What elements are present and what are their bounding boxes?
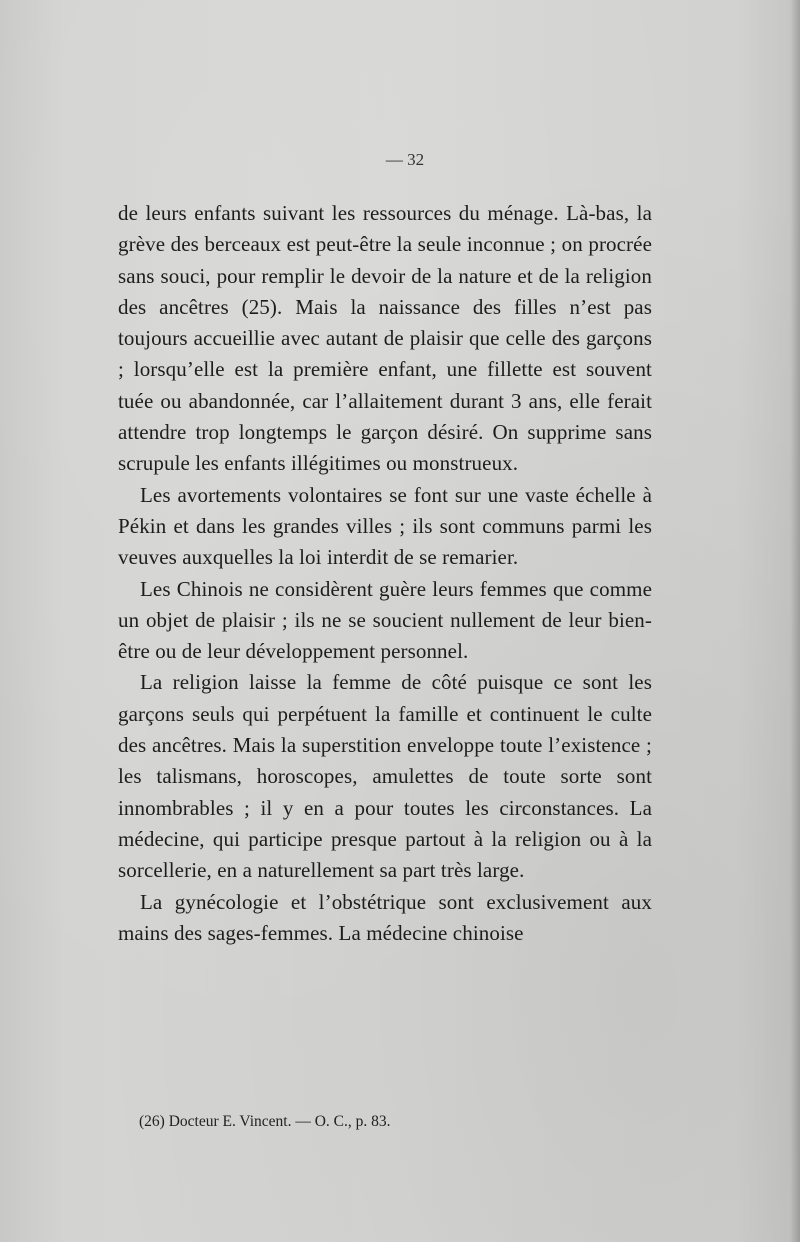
page-edge-shadow	[790, 0, 800, 1242]
paragraph-1: de leurs enfants suivant les ressources du ménage. Là-bas, la grève des berceaux est peut-être la seule inconnue ; on procrée sans souci, pour remplir le devoir de la nature et de la religion des ancêtres (25). Mais la naissance des filles n’est pas toujours accueillie avec autant de plaisir que celle des garçons ; lorsqu’elle est la première enfant, une fillette est souvent tuée ou abandonnée, car l’allaitement durant 3 ans, elle ferait attendre trop longtemps le garçon désiré. On supprime sans scrupule les enfants illégitimes ou monstrueux.	[118, 201, 652, 476]
paragraph-4: La religion laisse la femme de côté puisque ce sont les garçons seuls qui perpétuent la famille et continuent le culte des ancêtres. Mais la superstition enveloppe toute l’existence ; les talismans, horoscopes, amulettes de toute sorte sont innombrables ; il y en a pour toutes les circonstances. La médecine, qui participe presque partout à la religion ou à la sorcellerie, en a naturellement sa part très large.	[118, 670, 652, 883]
paragraph-2: Les avortements volontaires se font sur une vaste échelle à Pékin et dans les grandes villes ; ils sont communs parmi les veuves auxquelles la loi interdit de se remarier.	[118, 482, 652, 570]
body-text	[118, 198, 652, 949]
page-number: — 32	[385, 150, 425, 169]
footnote: (26) Docteur E. Vincent. — O. C., p. 83.	[139, 1113, 391, 1130]
paragraph-3: Les Chinois ne considèrent guère leurs femmes que comme un objet de plaisir ; ils ne se soucient nullement de leur bien-être ou de leur développement personnel.	[118, 576, 652, 664]
paragraph-5: La gynécologie et l’obstétrique sont exclusivement aux mains des sages-femmes. La médecine chinoise	[118, 889, 652, 945]
